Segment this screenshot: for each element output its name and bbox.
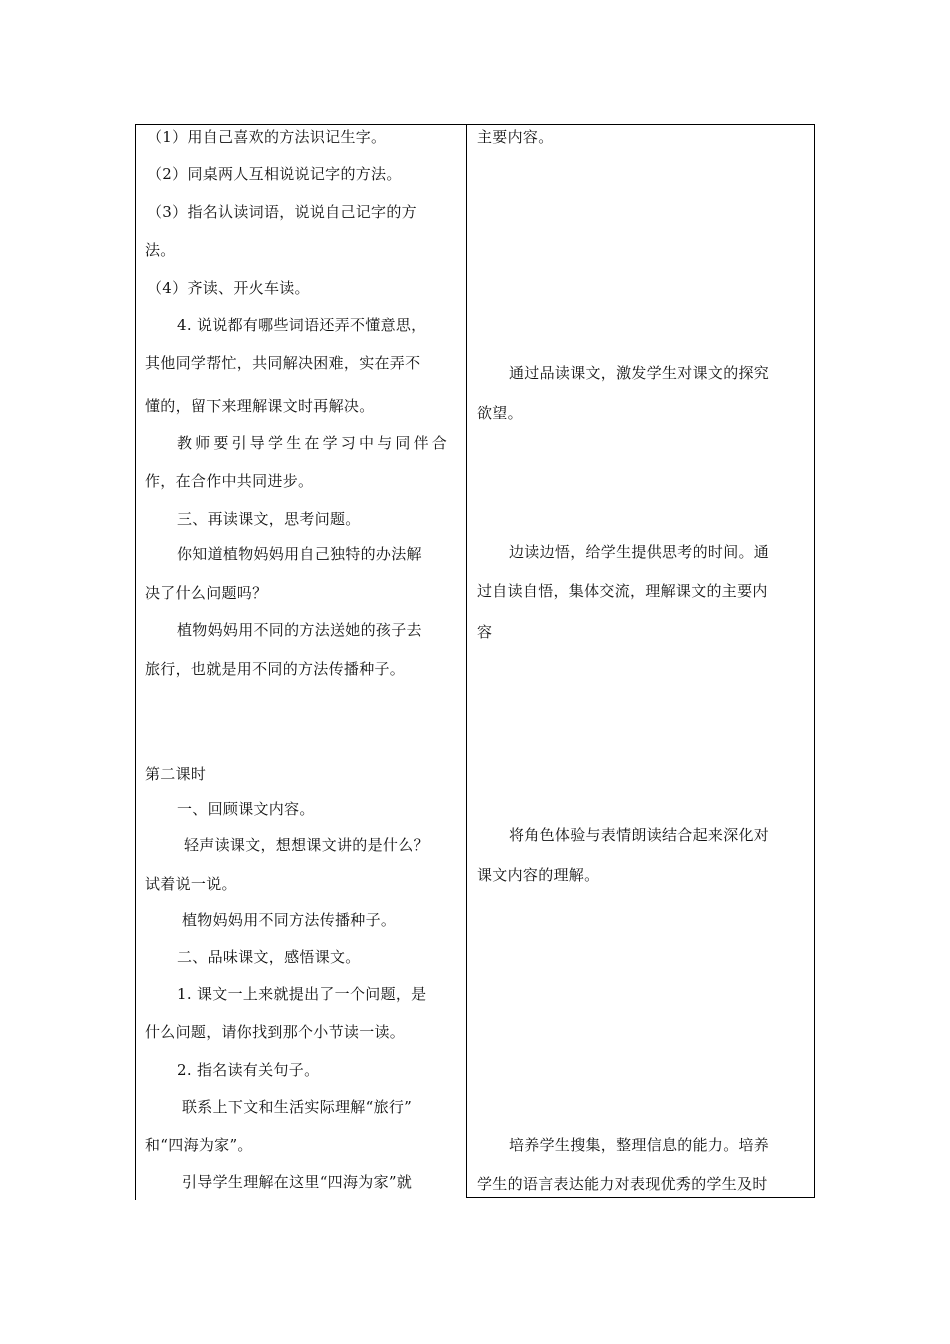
left-line-14: 植物妈妈用不同的方法送她的孩子去: [177, 621, 422, 639]
left-line-15: 旅行，也就是用不同的方法传播种子。: [145, 660, 406, 678]
left-line-24: 2. 指名读有关句子。: [177, 1061, 320, 1079]
table-column-divider: [466, 124, 467, 1198]
left-line-11: 三、再读课文，思考问题。: [177, 510, 361, 528]
left-line-13: 决了什么问题吗？: [145, 584, 268, 602]
table-top-border: [135, 124, 815, 125]
left-line-26: 和“四海为家”。: [145, 1136, 253, 1154]
left-line-8: 懂的，留下来理解课文时再解决。: [145, 397, 375, 415]
right-line-9: 培养学生搜集，整理信息的能力。培养: [509, 1136, 770, 1154]
right-line-3: 欲望。: [477, 404, 523, 422]
left-line-19: 试着说一说。: [145, 875, 237, 893]
right-line-8: 课文内容的理解。: [477, 866, 600, 884]
left-line-23: 什么问题，请你找到那个小节读一读。: [145, 1023, 406, 1041]
right-line-7: 将角色体验与表情朗读结合起来深化对: [509, 826, 770, 844]
left-line-25: 联系上下文和生活实际理解“旅行”: [182, 1098, 413, 1116]
right-line-10: 学生的语言表达能力对表现优秀的学生及时: [477, 1175, 768, 1193]
right-line-5: 过自读自悟，集体交流，理解课文的主要内: [477, 582, 768, 600]
right-line-6: 容: [477, 623, 493, 641]
left-line-22: 1. 课文一上来就提出了一个问题，是: [177, 985, 427, 1003]
left-line-21: 二、品味课文，感悟课文。: [177, 948, 361, 966]
table-left-border: [135, 124, 136, 1200]
left-line-12: 你知道植物妈妈用自己独特的办法解: [177, 545, 422, 563]
left-line-17: 一、回顾课文内容。: [177, 800, 315, 818]
table-right-border: [814, 124, 815, 1198]
table-bottom-border: [466, 1197, 815, 1198]
left-line-3: （3）指名认读词语，说说自己记字的方: [147, 203, 417, 221]
left-line-5: （4）齐读、开火车读。: [147, 279, 310, 297]
left-line-10: 作，在合作中共同进步。: [145, 472, 314, 490]
left-line-9: 教师要引导学生在学习中与同伴合: [177, 434, 451, 452]
left-line-1: （1）用自己喜欢的方法识记生字。: [147, 128, 387, 146]
left-line-20: 植物妈妈用不同方法传播种子。: [182, 911, 397, 929]
right-line-1: 主要内容。: [477, 128, 554, 146]
left-line-4: 法。: [145, 241, 176, 259]
left-line-7: 其他同学帮忙，共同解决困难，实在弄不: [145, 354, 421, 372]
left-line-2: （2）同桌两人互相说说记字的方法。: [147, 165, 402, 183]
lesson-two-heading: 第二课时: [145, 765, 207, 783]
right-line-4: 边读边悟，给学生提供思考的时间。通: [509, 543, 770, 561]
left-line-6: 4. 说说都有哪些词语还弄不懂意思，: [177, 316, 427, 334]
left-line-27: 引导学生理解在这里“四海为家”就: [182, 1173, 413, 1191]
right-line-2: 通过品读课文，激发学生对课文的探究: [509, 364, 770, 382]
left-line-18: 轻声读课文，想想课文讲的是什么？: [184, 836, 429, 854]
